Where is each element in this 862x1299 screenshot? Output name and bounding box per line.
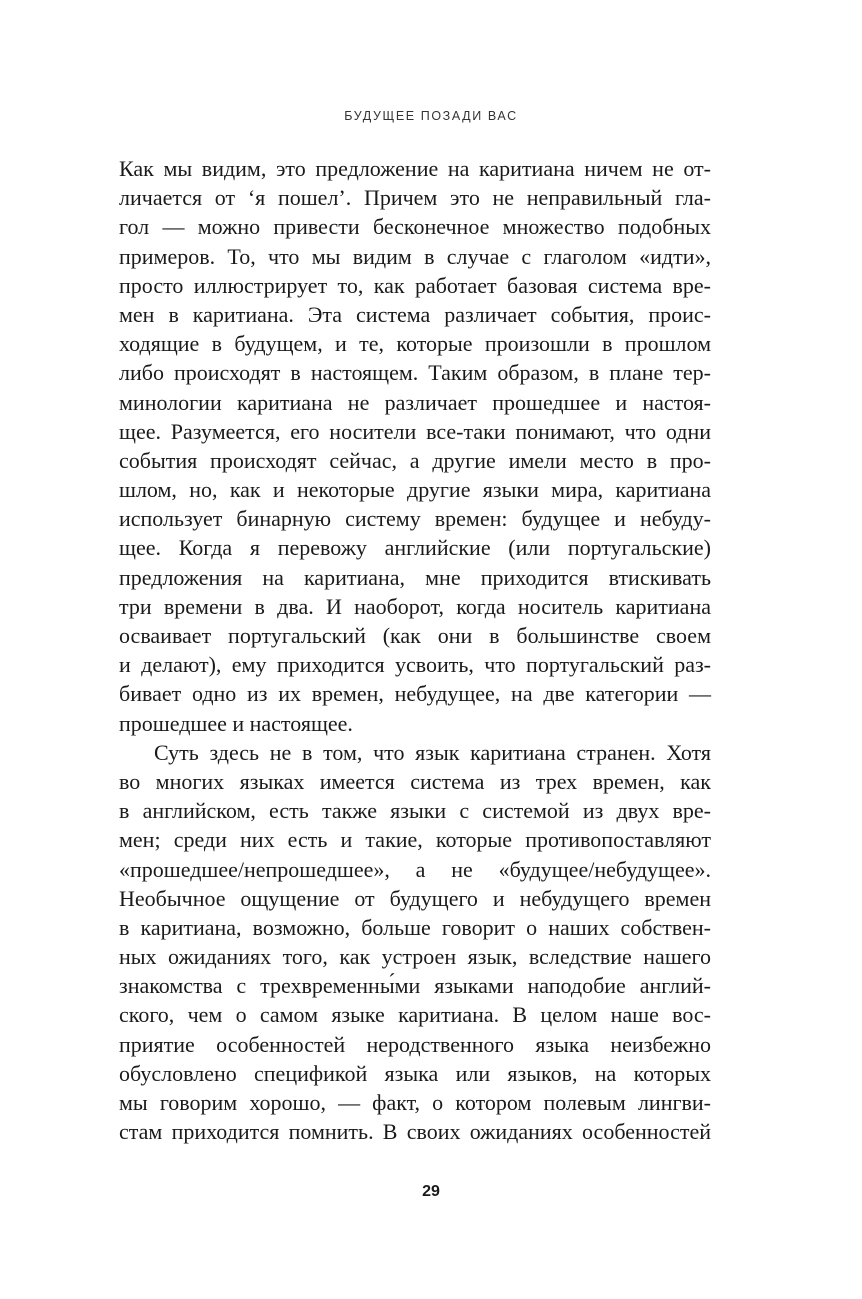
- text-line: бивает одно из их времен, небудущее, на две категории —: [119, 681, 711, 707]
- text-line: мен; среди них есть и такие, которые противопоставляют: [119, 827, 711, 853]
- text-line: ходящие в будущем, и те, которые произошли в прошлом: [119, 331, 711, 357]
- text-line: гол — можно привести бесконечное множество подобных: [119, 214, 711, 240]
- text-line: щее. Разумеется, его носители все-таки понимают, что одни: [119, 418, 711, 444]
- text-line: три времени в два. И наоборот, когда носитель каритиана: [119, 593, 711, 619]
- text-line: в каритиана, возможно, больше говорит о наших собствен-: [119, 914, 711, 940]
- text-line: примеров. То, что мы видим в случае с глаголом «идти»,: [119, 243, 711, 269]
- running-head: БУДУЩЕЕ ПОЗАДИ ВАС: [344, 109, 518, 123]
- text-line: Как мы видим, это предложение на каритиана ничем не от-: [119, 156, 711, 181]
- text-line: осваивает португальский (как они в большинстве своем: [119, 623, 711, 648]
- text-line: и делают), ему приходится усвоить, что португальский раз-: [119, 652, 711, 678]
- text-line: Суть здесь не в том, что язык каритиана странен. Хотя: [154, 739, 711, 765]
- text-line: стам приходится помнить. В своих ожиданиях особенностей: [119, 1119, 711, 1145]
- text-line: предложения на каритиана, мне приходится втискивать: [119, 564, 711, 590]
- text-line: либо происходят в настоящем. Таким образом, в плане тер-: [119, 360, 711, 386]
- text-line: мы говорим хорошо, — факт, о котором полевым лингви-: [119, 1090, 711, 1115]
- text-line: шлом, но, как и некоторые другие языки мира, каритиана: [119, 477, 711, 503]
- text-line: обусловлено спецификой языка или языков, на которых: [119, 1060, 711, 1086]
- text-line: в английском, есть также языки с системой из двух вре-: [119, 798, 711, 824]
- body-text: [119, 154, 711, 1146]
- text-line: минологии каритиана не различает прошедшее и настоя-: [119, 389, 711, 415]
- text-line: ных ожиданиях того, как устроен язык, вследствие нашего: [119, 944, 711, 970]
- text-line: мен в каритиана. Эта система различает события, проис-: [119, 301, 711, 327]
- text-line: «прошедшее/непрошедшее», а не «будущее/небудущее».: [119, 856, 711, 882]
- text-line: события происходят сейчас, а другие имели место в про-: [119, 447, 711, 473]
- text-line: использует бинарную систему времен: будущее и небуду-: [119, 506, 711, 532]
- text-line: щее. Когда я перевожу английские (или португальские): [119, 535, 711, 561]
- text-line: знакомства с трехвременны́ми языками наподобие англий-: [119, 973, 711, 999]
- text-line: ского, чем о самом языке каритиана. В целом наше вос-: [119, 1002, 711, 1028]
- text-line: приятие особенностей неродственного языка неизбежно: [119, 1031, 711, 1057]
- text-line: во многих языках имеется система из трех времен, как: [119, 768, 711, 794]
- page-number: 29: [422, 1183, 440, 1200]
- text-line: прошедшее и настоящее.: [119, 710, 353, 736]
- text-line: Необычное ощущение от будущего и небудущего времен: [119, 885, 711, 911]
- text-line: личается от ‘я пошел’. Причем это не неправильный гла-: [119, 185, 711, 211]
- text-line: просто иллюстрирует то, как работает базовая система вре-: [119, 272, 711, 298]
